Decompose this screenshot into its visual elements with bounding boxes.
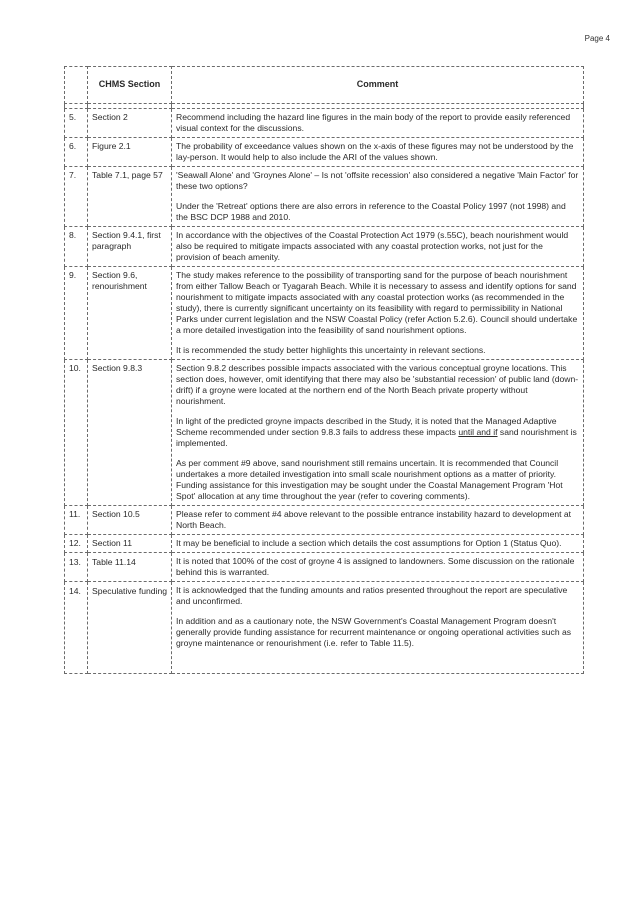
row-comment (172, 109, 584, 138)
row-comment (172, 267, 584, 360)
row-comment (172, 535, 584, 553)
comment-paragraph: Recommend including the hazard line figures in the main body of the report to provide easily referenced visual context for the discussions. (176, 112, 571, 133)
row-comment (172, 553, 584, 582)
comment-paragraph: The study makes reference to the possibility of transporting sand for the purpose of beach nourishment from either Tallow Beach or Tyagarah Beach. While it is necessary to assess and identify options for sand nourishment to mitigate impacts associated with any coastal protection works (as recommended in the study), there is currently significant uncertainty on its feasibility with regard to permissibility in National Parks under current legislation and the NSW Coastal Policy (refer Action 5.2.6). Council should undertake a more detailed investigation into the feasibility of sand nourishment options. (176, 270, 578, 335)
row-comment (172, 360, 584, 506)
row-section: Figure 2.1 (88, 138, 172, 167)
header-section: CHMS Section (88, 67, 172, 104)
table-row (65, 553, 584, 582)
row-comment (172, 582, 584, 674)
row-number: 14. (65, 582, 88, 674)
row-section: Section 10.5 (88, 506, 172, 535)
comment-paragraph (176, 416, 579, 449)
row-number: 7. (65, 167, 88, 227)
row-comment (172, 227, 584, 267)
header-number (65, 67, 88, 104)
table-row (65, 138, 584, 167)
row-section: Table 11.14 (88, 553, 172, 582)
row-number: 8. (65, 227, 88, 267)
row-section: Table 7.1, page 57 (88, 167, 172, 227)
comments-table (64, 66, 584, 674)
row-section: Speculative funding (88, 582, 172, 674)
row-section: Section 9.8.3 (88, 360, 172, 506)
row-section: Section 9.4.1, first paragraph (88, 227, 172, 267)
comment-paragraph: It may be beneficial to include a section which details the cost assumptions for Option 1 (Status Quo). (176, 538, 562, 548)
comment-paragraph: Section 9.8.2 describes possible impacts associated with the various conceptual groyne locations. This section does, however, omit identifying that there may also be 'substantial recession' of public land (down-drift) if a groyne were located at the northern end of the North Beach private property without nourishment. (176, 363, 579, 406)
comment-paragraph: 'Seawall Alone' and 'Groynes Alone' – Is not 'offsite recession' also considered a negative 'Main Factor' for these two options? (176, 170, 579, 191)
row-number: 11. (65, 506, 88, 535)
comment-text: In light of the predicted groyne impacts described in the Study, it is noted that the Managed Adaptive Scheme recommended under section 9.8.3 fails to address these impacts (176, 416, 557, 437)
comment-paragraph: It is recommended the study better highlights this uncertainty in relevant sections. (176, 345, 486, 355)
row-section: Section 9.6, renourishment (88, 267, 172, 360)
row-number: 6. (65, 138, 88, 167)
header-comment: Comment (172, 67, 584, 104)
row-section: Section 11 (88, 535, 172, 553)
comment-paragraph: Under the 'Retreat' options there are also errors in reference to the Coastal Policy 1997 (not 1998) and the BSC DCP 1988 and 2010. (176, 201, 566, 222)
table-header-row (65, 67, 584, 104)
page-number: Page 4 (584, 34, 610, 43)
table-row (65, 267, 584, 360)
row-comment (172, 138, 584, 167)
comment-paragraph: The probability of exceedance values shown on the x-axis of these figures may not be understood by the lay-person. It would help to also include the ARI of the values shown. (176, 141, 574, 162)
table-row (65, 360, 584, 506)
row-number: 13. (65, 553, 88, 582)
comment-paragraph: In addition and as a cautionary note, the NSW Government's Coastal Management Program doesn't generally provide funding assistance for recurrent maintenance or ongoing operational activities such as groyne maintenance or renourishment (i.e. refer to Table 11.5). (176, 616, 572, 648)
table-row (65, 582, 584, 674)
table-row (65, 227, 584, 267)
comment-paragraph: It is acknowledged that the funding amounts and ratios presented throughout the report are speculative and unconfirmed. (176, 585, 568, 606)
table-row (65, 167, 584, 227)
table-row (65, 535, 584, 553)
comment-paragraph: Please refer to comment #4 above relevant to the possible entrance instability hazard to development at North Beach. (176, 509, 572, 530)
comment-text: sand nourishment is implemented. (176, 427, 577, 448)
row-comment (172, 506, 584, 535)
row-number: 9. (65, 267, 88, 360)
comment-paragraph: It is noted that 100% of the cost of groyne 4 is assigned to landowners. Some discussion on the rationale behind this is warranted. (176, 556, 575, 577)
row-number: 12. (65, 535, 88, 553)
comment-paragraph: In accordance with the objectives of the Coastal Protection Act 1979 (s.55C), beach nourishment would also be required to mitigate impacts associated with any coastal protection works, not just for the provision of beach amenity. (176, 230, 569, 262)
row-section: Section 2 (88, 109, 172, 138)
row-number: 10. (65, 360, 88, 506)
underlined-text: until and if (458, 427, 498, 437)
table-row (65, 506, 584, 535)
table-row (65, 109, 584, 138)
row-number: 5. (65, 109, 88, 138)
row-comment (172, 167, 584, 227)
comment-paragraph: As per comment #9 above, sand nourishment still remains uncertain. It is recommended that Council undertakes a more detailed investigation into small scale nourishment options as a matter of priority. Funding assistance for this investigation may be sought under the Coastal Management Program 'Hot Spot' allocation at any time throughout the year (refer to covering comments). (176, 458, 563, 501)
